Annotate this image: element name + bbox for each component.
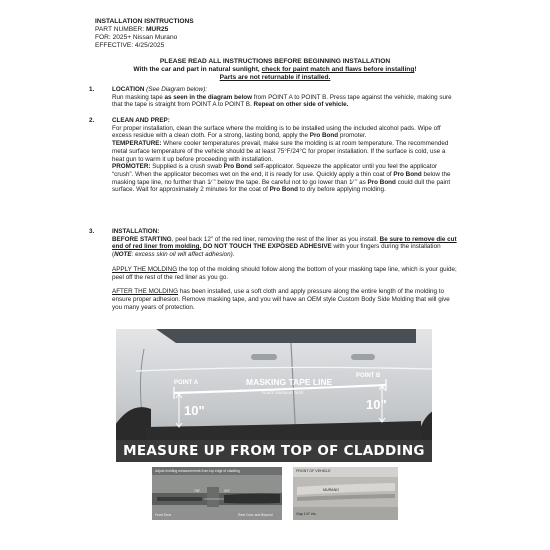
vehicle-line: FOR: 2025+ Nissan Murano [95,34,178,42]
temperature-text: TEMPERATURE: Where cooler temperatures prevail, make sure the molding is at room temperature. The recommended metal surface temperature of the vehicle should be at least 75°F/24°C for proper installation. If the surface is cold, use a heat gun to warm it up before proceeding with installation. [112,140,449,163]
notice-block [0,58,550,83]
thumb-left-dim: 7/8" [194,489,200,493]
section-installation [89,228,459,311]
notice-sunlight: With the car and part in natural sunlight, check for paint match and flaws before installing! [133,66,417,74]
installed-molding-photo [293,467,398,520]
notice-read-all: PLEASE READ ALL INSTRUCTIONS BEFORE BEGINNING INSTALLATION [159,58,391,65]
effective-date: EFFECTIVE: 4/25/2025 [95,42,165,50]
promoter-text: PROMOTER: Supplied is a crush swab Pro Bond self-applicator. Squeeze the applicator until you feel the applicator “crush”. When the applicator becomes wet on the end, it is ready for use. Quickly apply a thin coat of Pro Bond below the masking tape line, no further than 1⁄ ” below the tape. Be careful not to go lower than 1⁄ ” as Pro Bond could dull the paint surface. Wait for approximately 2 minutes for the coat of Pro Bond to dry before applying molding. [112,163,451,194]
point-a-label: POINT A [174,380,199,386]
thumb-right-bottom: Gap 1/4" etc. [296,512,317,516]
left-dimension: 10" [184,403,205,418]
apply-molding-text: APPLY THE MOLDING the top of the molding should follow along the bottom of your masking tape line, which is your guide; peel off the rest of the red liner as you go. [112,265,457,281]
thumb-right-mid: MURANO [323,488,339,492]
thumb-left-rear: Rear Door and Beyond [238,513,273,517]
before-starting-text: BEFORE STARTING, peel back 12” of the red liner, removing the rest of the liner as you install. Be sure to remove die cut end of red liner from molding. DO NOT TOUCH THE EXPOSED ADHESIVE with your fingers during the installation (NOTE: excess skin oil will affect adhesion). [112,235,457,259]
after-molding-text: AFTER THE MOLDING has been installed, use a soft cloth and apply pressure along the entire length of the molding to ensure proper adhesion. Remove masking tape, and you will have an OEM style Custom Body Side Molding that will give you many years of protection. [112,288,450,311]
doc-title: INSTALLATION ISNTRUCTIONS [95,18,194,25]
clean-text: For proper installation, clean the surface where the molding is to be installed using the included alcohol pads. Wipe off excess residue with a clean cloth. For a strong, lasting bond, apply the Pro Bond promoter. [112,124,441,140]
thumb-right-top: FRONT OF VEHICLE [296,469,331,473]
measure-banner: MEASURE UP FROM TOP OF CLADDING [116,440,432,462]
section-number: 2. [89,117,95,124]
section-clean-prep [89,117,459,194]
section-title: INSTALLATION: [112,228,160,235]
tape-line-label: MASKING TAPE LINE [246,377,333,387]
section-number: 3. [89,228,95,235]
thumb-left-front: Front Door [155,513,172,517]
section-location: 1. LOCATION (See Diagram below): Run masking tape as seen in the diagram below from POINT A to POINT B. Press tape against the vehicle, making sure that the tape is straight from POINT A to POINT B. Repeat on other side of vehicle. [89,86,459,109]
document-header [95,18,194,50]
part-number: MUR25 [145,26,169,34]
door-handle-icon [251,354,277,360]
part-number-line: PART NUMBER: MUR25 [95,26,169,34]
thumb-left-gap: 3/4" [224,489,230,493]
location-text: Run masking tape as seen in the diagram below from POINT A to POINT B. Press tape against the vehicle, making sure that the tape is straight from POINT A to POINT B. Repeat on other side of vehicle. [112,93,452,109]
section-title: CLEAN AND PREP: [112,117,170,124]
thumb-left-top-note: Adjust molding measurements from top edge of cladding [155,469,240,473]
right-dimension: 10" [366,397,387,412]
section-number: 1. [89,86,95,93]
door-handle-icon [351,354,375,360]
place-tape-label: PLACE MASKING TAPE [262,391,304,395]
section-title: LOCATION [112,86,145,93]
molding-closeup-photo [152,467,282,520]
notice-not-returnable: Parts are not returnable if installed. [219,74,331,82]
point-b-label: POINT B [356,373,381,379]
